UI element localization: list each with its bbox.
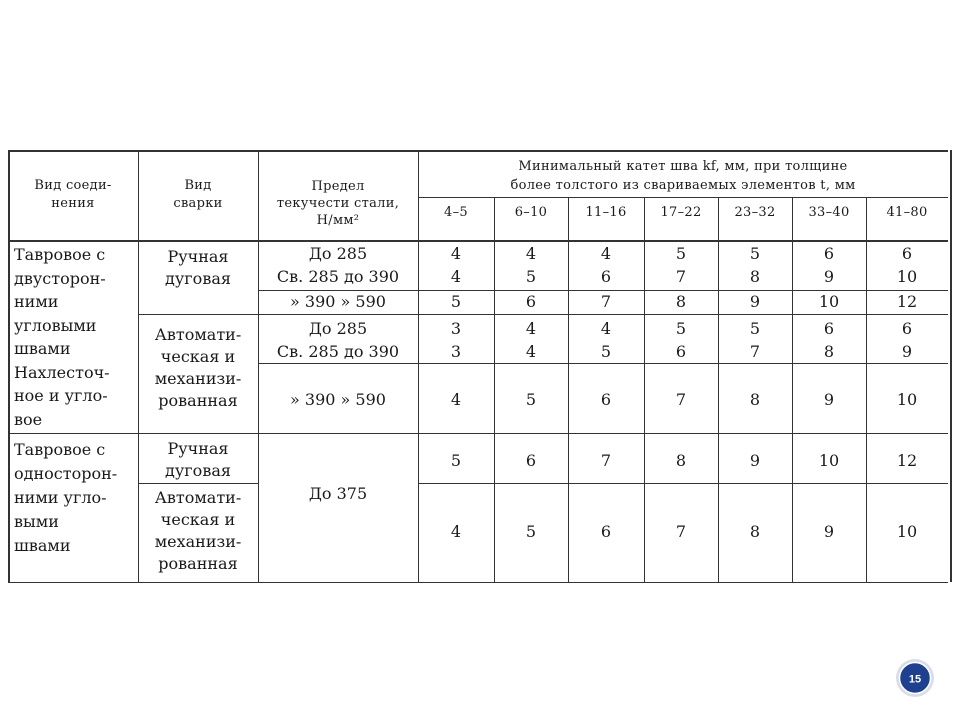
leg-size-cell: 8 [675,292,687,311]
table-bottom-rule [8,582,948,583]
leg-size-cell: 9 [823,267,835,286]
leg-size-cell: 10 [896,522,918,541]
joint-type-double-fillet: Тавровое с двусторон- ними угловыми швами Нахлесточ- ное и угло- вое [14,245,110,429]
leg-size-cell: 9 [749,292,761,311]
header-thickness: 11–16 [585,205,627,220]
header-thickness: 6–10 [514,205,548,220]
joint-type-single-fillet: Тавровое с односторон- ними угло- выми швами [14,440,118,555]
yield-strength-cell: До 375 [308,484,368,503]
leg-size-cell: 10 [818,451,840,470]
leg-size-cell: 7 [749,342,761,361]
leg-size-cell: 5 [450,451,462,470]
leg-size-cell: 6 [600,522,612,541]
leg-size-cell: 5 [749,319,761,338]
yield-strength-cell: До 285 [308,244,368,263]
header-group-title: Минимальный катет шва kf, мм, при толщине более толстого из свариваемых элементов t, мм [510,159,856,193]
leg-size-cell: 7 [675,522,687,541]
leg-size-cell: 8 [749,522,761,541]
leg-size-cell: 4 [450,267,462,286]
leg-size-cell: 9 [823,522,835,541]
leg-size-cell: 7 [600,292,612,311]
weld-type-automatic: Автомати- ческая и механизи- рованная [154,488,242,573]
leg-size-cell: 10 [896,267,918,286]
leg-size-cell: 5 [675,244,687,263]
leg-size-cell: 5 [525,267,537,286]
leg-size-cell: 4 [525,319,537,338]
leg-size-cell: 4 [450,522,462,541]
leg-size-cell: 4 [525,342,537,361]
leg-size-cell: 6 [823,244,835,263]
leg-size-cell: 6 [675,342,687,361]
yield-strength-cell: » 390 » 590 [290,292,386,311]
leg-size-cell: 10 [896,390,918,409]
leg-size-cell: 8 [749,390,761,409]
leg-size-cell: 6 [823,319,835,338]
row-rule [418,483,948,484]
leg-size-cell: 5 [749,244,761,263]
leg-size-cell: 8 [823,342,835,361]
weld-type-manual-arc: Ручная дуговая [165,247,231,288]
leg-size-cell: 6 [901,319,913,338]
weld-type-manual-arc: Ручная дуговая [165,439,231,480]
header-thickness: 4–5 [444,205,468,220]
leg-size-cell: 4 [600,319,612,338]
leg-size-cell: 7 [675,390,687,409]
leg-size-cell: 5 [525,522,537,541]
section-rule [8,433,948,434]
yield-strength-cell: До 285 [308,319,368,338]
leg-size-cell: 6 [600,267,612,286]
header-bottom-rule [8,240,948,242]
leg-size-cell: 4 [450,390,462,409]
header-yield-strength: Предел текучести стали, Н/мм² [276,179,400,228]
leg-size-cell: 5 [675,319,687,338]
header-thickness: 17–22 [660,205,702,220]
leg-size-cell: 6 [600,390,612,409]
leg-size-cell: 7 [600,451,612,470]
leg-size-cell: 4 [525,244,537,263]
leg-size-cell: 3 [450,342,462,361]
leg-size-cell: 12 [896,292,918,311]
row-rule [258,363,948,364]
header-weld-type: Вид сварки [173,178,223,211]
yield-strength-cell: Св. 285 до 390 [276,267,400,286]
leg-size-cell: 7 [675,267,687,286]
yield-strength-cell: » 390 » 590 [290,390,386,409]
leg-size-cell: 8 [675,451,687,470]
leg-size-cell: 9 [749,451,761,470]
page-number: 15 [908,673,922,686]
leg-size-cell: 8 [749,267,761,286]
row-rule [138,483,258,484]
header-joint-type: Вид соеди- нения [34,178,112,211]
leg-size-cell: 5 [600,342,612,361]
header-thickness: 33–40 [808,205,850,220]
leg-size-cell: 6 [525,451,537,470]
leg-size-cell: 6 [525,292,537,311]
leg-size-cell: 10 [818,292,840,311]
weld-type-automatic: Автомати- ческая и механизи- рованная [154,325,242,410]
header-thickness: 41–80 [886,205,928,220]
leg-size-cell: 4 [450,244,462,263]
yield-strength-cell: Св. 285 до 390 [276,342,400,361]
leg-size-cell: 9 [901,342,913,361]
group-header-rule [418,197,948,198]
leg-size-cell: 9 [823,390,835,409]
leg-size-cell: 3 [450,319,462,338]
leg-size-cell: 5 [450,292,462,311]
leg-size-cell: 4 [600,244,612,263]
row-rule [258,290,948,291]
leg-size-cell: 12 [896,451,918,470]
leg-size-cell: 5 [525,390,537,409]
header-thickness: 23–32 [734,205,776,220]
row-rule [138,314,948,315]
leg-size-cell: 6 [901,244,913,263]
page-badge [895,658,935,698]
table-top-rule [8,150,948,152]
